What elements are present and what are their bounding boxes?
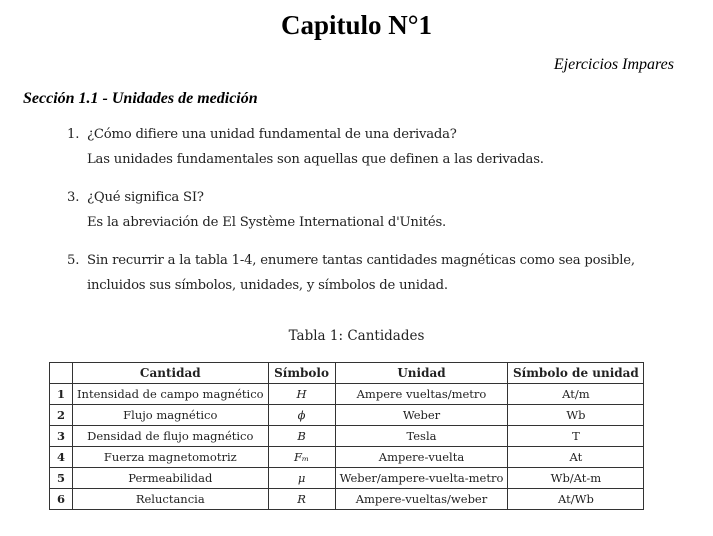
exercise-number: 3. [67,190,80,205]
table-row [50,468,644,489]
table-row [50,489,644,510]
cell-unidad: Ampere vueltas/metro [335,384,508,405]
cell-simbolo: R [268,489,335,510]
row-index: 3 [50,426,73,447]
cell-unidad: Weber/ampere-vuelta-metro [335,468,508,489]
exercise-1 [67,122,544,172]
quantities-table [49,362,644,510]
cell-simbolo: ϕ [268,405,335,426]
row-index: 5 [50,468,73,489]
cell-simbolo: B [268,426,335,447]
table-row [50,426,644,447]
exercise-3 [67,185,446,235]
cell-simbolo-unidad: Wb/At-m [508,468,644,489]
cell-cantidad: Flujo magnético [73,405,269,426]
cell-simbolo-unidad: At/m [508,384,644,405]
cell-cantidad: Intensidad de campo magnético [73,384,269,405]
cell-cantidad: Fuerza magnetomotriz [73,447,269,468]
cell-simbolo: Fₘ [268,447,335,468]
table-row [50,384,644,405]
exercise-answer: Las unidades fundamentales son aquellas que definen a las derivadas. [87,152,544,167]
cell-simbolo-unidad: Wb [508,405,644,426]
cell-unidad: Weber [335,405,508,426]
exercises-subtitle: Ejercicios Impares [553,56,674,73]
cell-simbolo: H [268,384,335,405]
cell-cantidad: Densidad de flujo magnético [73,426,269,447]
table-row [50,447,644,468]
row-index: 1 [50,384,73,405]
section-heading: Sección 1.1 - Unidades de medición [23,90,258,107]
header-simbolo-unidad: Símbolo de unidad [508,363,644,384]
cell-unidad: Ampere-vuelta [335,447,508,468]
cell-simbolo-unidad: At [508,447,644,468]
header-index [50,363,73,384]
cell-unidad: Tesla [335,426,508,447]
exercise-5 [67,248,635,298]
cell-simbolo-unidad: At/Wb [508,489,644,510]
exercise-question-continued: incluidos sus símbolos, unidades, y símbolos de unidad. [87,278,448,293]
exercise-number: 1. [67,127,80,142]
header-simbolo: Símbolo [268,363,335,384]
exercise-question: ¿Qué significa SI? [87,190,204,205]
header-unidad: Unidad [335,363,508,384]
chapter-title: Capitulo N°1 [280,10,433,40]
table-header-row [50,363,644,384]
table-row [50,405,644,426]
row-index: 4 [50,447,73,468]
exercise-question: Sin recurrir a la tabla 1-4, enumere tantas cantidades magnéticas como sea posible, [87,253,635,268]
exercise-question: ¿Cómo difiere una unidad fundamental de una derivada? [87,127,457,142]
cell-simbolo-unidad: T [508,426,644,447]
cell-simbolo: μ [268,468,335,489]
header-cantidad: Cantidad [73,363,269,384]
cell-cantidad: Reluctancia [73,489,269,510]
exercise-answer: Es la abreviación de El Système International d'Unités. [87,215,447,230]
table-caption: Tabla 1: Cantidades [288,328,425,344]
row-index: 2 [50,405,73,426]
cell-cantidad: Permeabilidad [73,468,269,489]
exercise-number: 5. [67,253,80,268]
row-index: 6 [50,489,73,510]
cell-unidad: Ampere-vueltas/weber [335,489,508,510]
